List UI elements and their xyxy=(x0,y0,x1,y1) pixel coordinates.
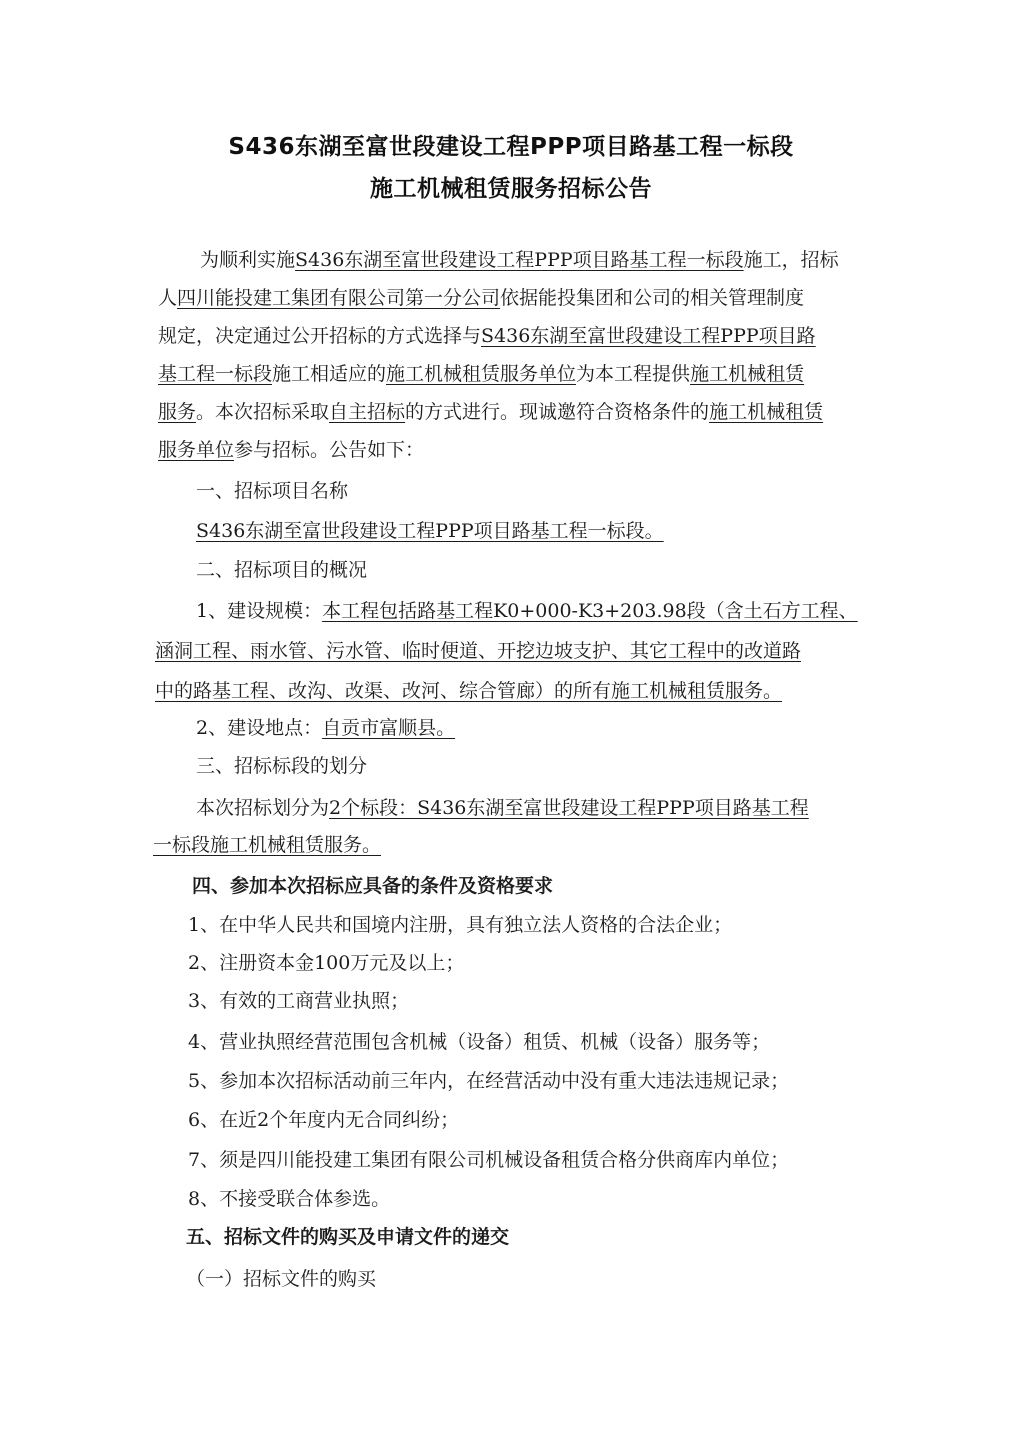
intro-text: 施工相适应的 xyxy=(272,363,387,385)
section-5-heading: 五、招标文件的购买及申请文件的递交 xyxy=(186,1226,510,1248)
qualification-item-7: 7、须是四川能投建工集团有限公司机械设备租赁合格分供商库内单位； xyxy=(188,1149,790,1171)
section-2-location xyxy=(196,715,455,741)
section-3-heading: 三、招标标段的划分 xyxy=(196,755,368,777)
intro-text: 为顺利实施 xyxy=(200,249,296,271)
scale-label: 1、建设规模： xyxy=(196,600,323,622)
service-underlined: 服务 xyxy=(158,401,197,423)
section-3-text-line-2 xyxy=(153,832,381,858)
section-3-prefix: 本次招标划分为 xyxy=(196,797,330,819)
project-name-underlined: S436东湖至富世段建设工程PPP项目路基工程一标段 xyxy=(295,249,744,271)
project-name-underlined: S436东湖至富世段建设工程PPP项目路基工程一标段。 xyxy=(196,520,664,542)
section-2-scale-line-2 xyxy=(155,638,801,664)
intro-text: 规定，决定通过公开招标的方式选择与 xyxy=(158,325,482,347)
intro-line-1 xyxy=(200,247,839,273)
section-1-project-name xyxy=(196,518,664,544)
project-name-underlined: S436东湖至富世段建设工程PPP项目路 xyxy=(481,325,816,347)
section-1-heading: 一、招标项目名称 xyxy=(196,480,349,502)
scale-text-underlined: 涵洞工程、雨水管、污水管、临时便道、开挖边坡支护、其它工程中的改道路 xyxy=(155,640,802,662)
intro-line-6 xyxy=(158,437,424,463)
service-unit-underlined: 施工机械租赁服务单位 xyxy=(386,363,577,385)
intro-text: 为本工程提供 xyxy=(576,363,691,385)
qualification-item-2: 2、注册资本金100万元及以上； xyxy=(188,952,465,974)
document-title-line-2: 施工机械租赁服务招标公告 xyxy=(370,176,652,202)
section-2-scale-line-3 xyxy=(155,678,782,704)
qualification-item-3: 3、有效的工商营业执照； xyxy=(188,990,410,1012)
section-4-heading: 四、参加本次招标应具备的条件及资格要求 xyxy=(192,875,554,897)
qualification-item-1: 1、在中华人民共和国境内注册，具有独立法人资格的合法企业； xyxy=(188,914,733,936)
intro-line-4 xyxy=(158,361,804,387)
scale-text-underlined: 中的路基工程、改沟、改渠、改河、综合管廊）的所有施工机械租赁服务。 xyxy=(155,680,783,702)
tenderer-name-underlined: 四川能投建工集团有限公司第一分公司 xyxy=(177,287,501,309)
section-3-lots-underlined: 一标段施工机械租赁服务。 xyxy=(153,834,382,856)
tender-method-underlined: 自主招标 xyxy=(329,401,406,423)
section-2-heading: 二、招标项目的概况 xyxy=(196,559,368,581)
intro-text: 的方式进行。现诚邀符合资格条件的 xyxy=(405,401,710,423)
intro-line-3 xyxy=(158,323,816,349)
section-2-scale-line-1 xyxy=(196,598,858,624)
qualification-item-8: 8、不接受联合体参选。 xyxy=(188,1188,391,1210)
service-unit-underlined: 施工机械租赁 xyxy=(709,401,824,423)
intro-text: 人 xyxy=(158,287,178,309)
location-underlined: 自贡市富顺县。 xyxy=(322,717,456,739)
service-unit-underlined: 服务单位 xyxy=(158,439,235,461)
section-3-text-line-1 xyxy=(196,795,809,821)
intro-line-5 xyxy=(158,399,823,425)
qualification-item-5: 5、参加本次招标活动前三年内，在经营活动中没有重大违法违规记录； xyxy=(188,1070,790,1092)
section-3-lots-underlined: 2个标段：S436东湖至富世段建设工程PPP项目路基工程 xyxy=(329,797,809,819)
intro-text: 参与招标。公告如下： xyxy=(234,439,425,461)
qualification-item-4: 4、营业执照经营范围包含机械（设备）租赁、机械（设备）服务等； xyxy=(188,1031,771,1053)
project-name-underlined: 基工程一标段 xyxy=(158,363,273,385)
intro-text: 。本次招标采取 xyxy=(196,401,330,423)
qualification-item-6: 6、在近2个年度内无合同纠纷； xyxy=(188,1109,460,1131)
section-5-subheading-1: （一）招标文件的购买 xyxy=(186,1268,377,1290)
intro-text: 依据能投集团和公司的相关管理制度 xyxy=(500,287,805,309)
intro-text: 施工，招标 xyxy=(743,249,839,271)
intro-line-2 xyxy=(158,285,804,311)
scale-text-underlined: 本工程包括路基工程K0+000-K3+203.98段（含土石方工程、 xyxy=(322,600,858,622)
service-underlined: 施工机械租赁 xyxy=(690,363,805,385)
location-label: 2、建设地点： xyxy=(196,717,323,739)
document-title-line-1: S436东湖至富世段建设工程PPP项目路基工程一标段 xyxy=(228,134,794,160)
